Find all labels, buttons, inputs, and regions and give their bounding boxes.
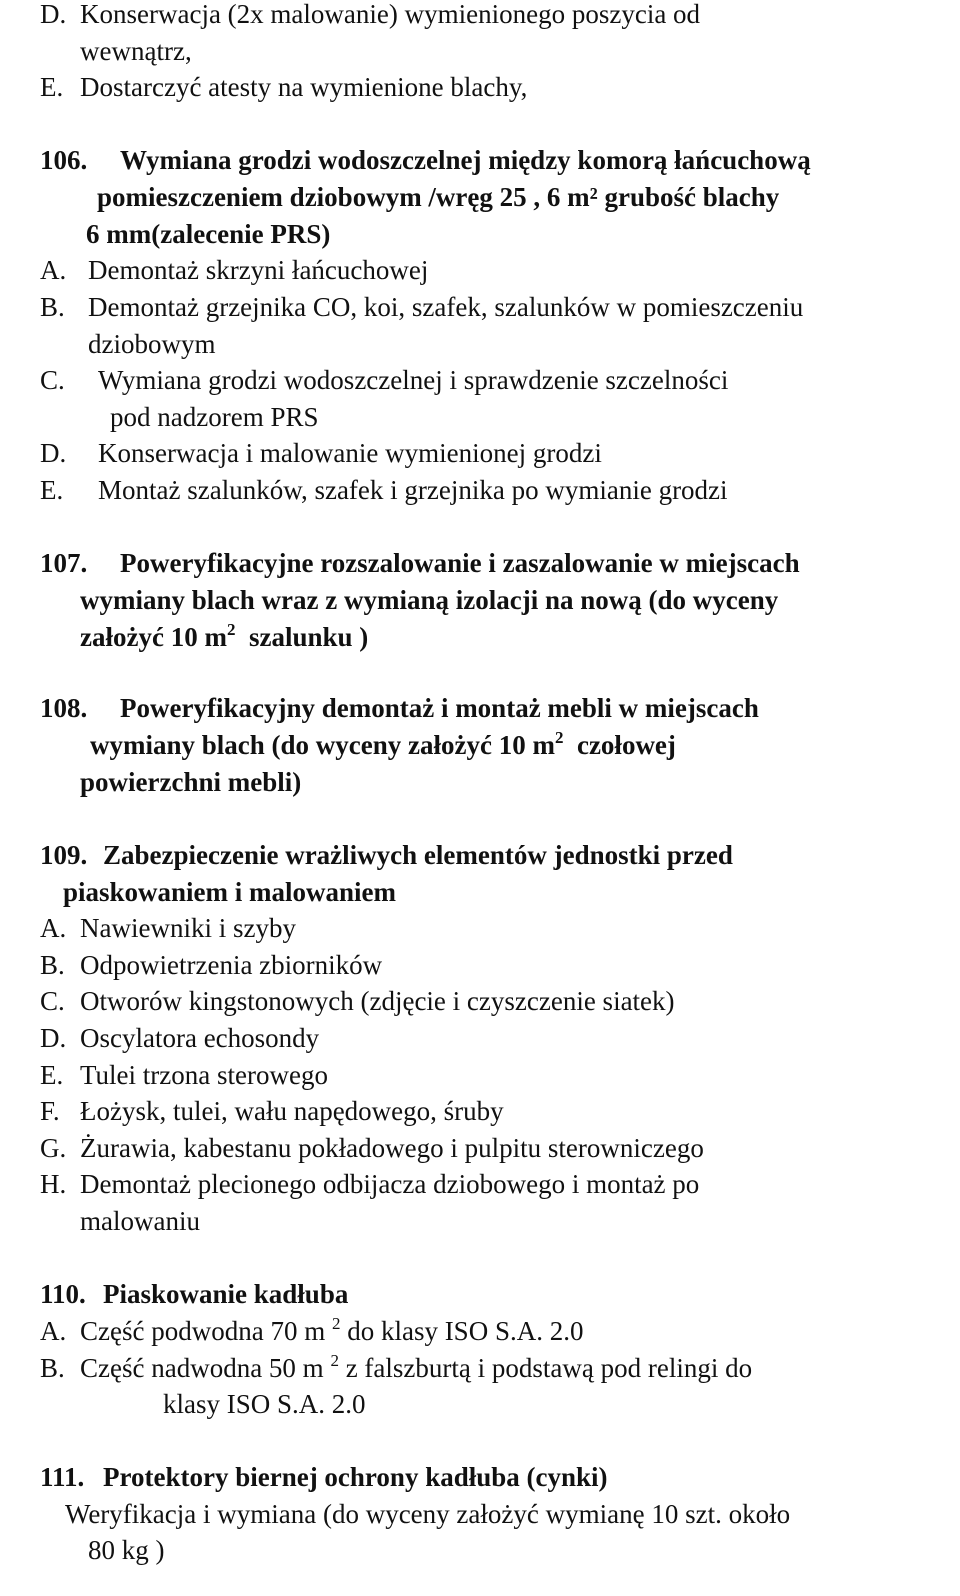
item-number: 108. xyxy=(40,693,88,723)
item-108-line3: powierzchni mebli) xyxy=(80,767,302,797)
list-marker: F. xyxy=(40,1096,60,1126)
item-110-title: 110. Piaskowanie kadłuba xyxy=(40,1276,348,1313)
list-marker: C. xyxy=(40,986,65,1016)
list-marker: A. xyxy=(40,255,67,285)
list-marker: G. xyxy=(40,1133,67,1163)
item-110-b-line1: B. Część nadwodna 50 m $^2$ z falszburtą i podstawą pod relingi do xyxy=(40,1350,752,1387)
item-number: 107. xyxy=(40,548,88,578)
list-marker: A. xyxy=(40,913,67,943)
item-106-title-line3: 6 mm(zalecenie PRS) xyxy=(86,219,331,249)
item-111-title: 111. Protektory biernej ochrony kadłuba (cynki) xyxy=(40,1459,608,1496)
item-109-title-line2: piaskowaniem i malowaniem xyxy=(63,877,397,907)
superscript: 2 xyxy=(226,620,236,639)
item-106-c-line1: C. Wymiana grodzi wodoszczelnej i sprawdzenie szczelności xyxy=(40,362,728,399)
superscript: 2 xyxy=(554,728,564,747)
item-106-title-line1: 106. Wymiana grodzi wodoszczelnej między komorą łańcuchową xyxy=(40,142,811,179)
item-109-h-line2: malowaniu xyxy=(80,1206,200,1236)
item-106-e: E. Montaż szalunków, szafek i grzejnika po wymianie grodzi xyxy=(40,472,728,509)
item-109-b: B. Odpowietrzenia zbiorników xyxy=(40,947,382,984)
item-109-g: G. Żurawia, kabestanu pokładowego i pulpitu sterowniczego xyxy=(40,1130,704,1167)
item-107-line3: założyć 10 $m^2$ szalunku ) xyxy=(80,620,369,652)
item-107-line1: 107. Poweryfikacyjne rozszalowanie i zaszalowanie w miejscach xyxy=(40,545,800,582)
list-marker: D. xyxy=(40,438,67,468)
superscript: 2 xyxy=(330,1351,339,1370)
list-marker: D. xyxy=(40,1023,67,1053)
list-marker: B. xyxy=(40,950,65,980)
item-106-title-line2: pomieszczeniem dziobowym /wręg 25 , 6 m² grubość blachy xyxy=(97,182,780,212)
item-106-b-line2: dziobowym xyxy=(88,329,216,359)
list-marker: E. xyxy=(40,1060,64,1090)
item-106-c-line2: pod nadzorem PRS xyxy=(110,402,319,432)
list-marker: E. xyxy=(40,72,64,102)
item-109-h-line1: H. Demontaż plecionego odbijacza dziobowego i montaż po xyxy=(40,1166,699,1203)
item-108-line2: wymiany blach (do wyceny założyć 10 $m^2$ czołowej xyxy=(90,728,676,760)
item-107-line2: wymiany blach wraz z wymianą izolacji na nową (do wyceny xyxy=(80,585,779,615)
item-106-d: D. Konserwacja i malowanie wymienionej grodzi xyxy=(40,435,602,472)
item-109-e: E. Tulei trzona sterowego xyxy=(40,1057,328,1094)
list-marker: E. xyxy=(40,475,64,505)
item-111-line2: 80 kg ) xyxy=(88,1535,165,1565)
item-109-title-line1: 109. Zabezpieczenie wrażliwych elementów jednostki przed xyxy=(40,837,733,874)
item-number: 109. xyxy=(40,840,88,870)
item-110-a: A. Część podwodna 70 m $^2$ do klasy ISO S.A. 2.0 xyxy=(40,1313,583,1350)
prev-item-d-line2: wewnątrz, xyxy=(80,36,192,66)
item-106-a: A. Demontaż skrzyni łańcuchowej xyxy=(40,252,428,289)
list-marker: A. xyxy=(40,1316,67,1346)
item-109-f: F. Łożysk, tulei, wału napędowego, śruby xyxy=(40,1093,504,1130)
prev-item-e: E. Dostarczyć atesty na wymienione blachy, xyxy=(40,69,527,106)
item-111-line1: Weryfikacja i wymiana (do wyceny założyć wymianę 10 szt. około xyxy=(65,1499,791,1529)
item-number: 110. xyxy=(40,1279,86,1309)
item-110-b-line2: klasy ISO S.A. 2.0 xyxy=(163,1389,366,1419)
item-108-line1: 108. Poweryfikacyjny demontaż i montaż mebli w miejscach xyxy=(40,690,759,727)
list-marker: H. xyxy=(40,1169,67,1199)
item-109-c: C. Otworów kingstonowych (zdjęcie i czyszczenie siatek) xyxy=(40,983,675,1020)
list-marker: C. xyxy=(40,365,65,395)
item-number: 106. xyxy=(40,145,88,175)
superscript: 2 xyxy=(331,1314,341,1333)
list-marker: D. xyxy=(40,0,67,29)
item-number: 111. xyxy=(40,1462,85,1492)
prev-item-d-line1: D. Konserwacja (2x malowanie) wymienionego poszycia od xyxy=(40,0,700,33)
item-109-d: D. Oscylatora echosondy xyxy=(40,1020,319,1057)
item-109-a: A. Nawiewniki i szyby xyxy=(40,910,296,947)
list-marker: B. xyxy=(40,292,65,322)
item-106-b-line1: B. Demontaż grzejnika CO, koi, szafek, szalunków w pomieszczeniu xyxy=(40,289,803,326)
list-marker: B. xyxy=(40,1353,65,1383)
